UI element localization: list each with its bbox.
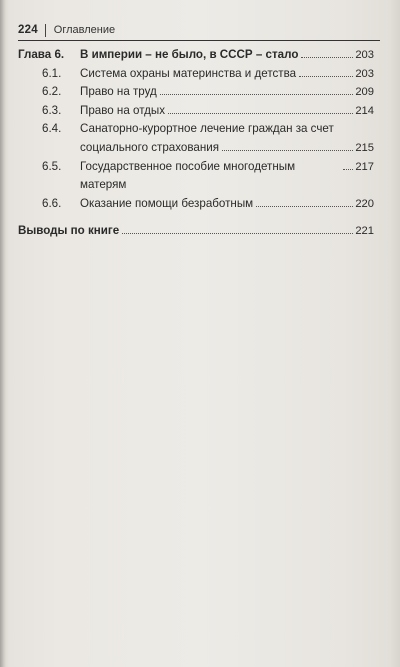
dot-leader	[299, 76, 353, 77]
toc-item-6-3	[18, 102, 374, 121]
item-title-line-2: социального страхования	[80, 140, 219, 154]
item-page: 220	[355, 197, 374, 210]
dot-leader	[301, 57, 353, 58]
dot-leader	[122, 233, 353, 234]
item-number: 6.1.	[42, 66, 62, 80]
section-title: Оглавление	[53, 24, 116, 36]
running-header	[18, 22, 380, 38]
item-page: 209	[355, 86, 374, 99]
toc-item-6-6	[18, 195, 374, 214]
item-number: 6.4.	[42, 122, 62, 136]
item-title: Оказание помощи безработным	[80, 196, 254, 210]
item-page: 203	[355, 67, 374, 80]
toc-item-6-5	[18, 158, 374, 195]
chapter-label: Глава 6.	[18, 48, 65, 61]
item-title: Право на труд	[80, 85, 157, 99]
dot-leader	[160, 94, 354, 95]
item-title: Государственное пособие многодетным матерям	[80, 159, 296, 192]
item-title: Система охраны материнства и детства	[80, 66, 297, 80]
item-page: 215	[355, 141, 374, 154]
page-gutter-shadow	[0, 0, 6, 667]
toc-item-6-4	[18, 120, 374, 157]
chapter-title: В империи – не было, в СССР – стало	[80, 48, 299, 61]
toc-item-6-2	[18, 83, 374, 102]
page-number: 224	[18, 24, 38, 36]
item-page: 217	[355, 160, 374, 173]
summary-title: Выводы по книге	[18, 224, 120, 238]
table-of-contents	[18, 46, 374, 241]
toc-item-6-1	[18, 65, 374, 84]
item-number: 6.5.	[42, 159, 62, 173]
dot-leader	[343, 169, 353, 170]
chapter-page: 203	[355, 49, 374, 61]
item-title-line-1: Санаторно-курортное лечение граждан за счет	[80, 122, 334, 136]
header-rule	[18, 40, 380, 41]
dot-leader	[256, 206, 353, 207]
summary-page: 221	[355, 225, 374, 238]
toc-summary-row	[18, 222, 374, 241]
item-title: Право на отдых	[80, 103, 166, 117]
item-page: 214	[355, 104, 374, 117]
item-number: 6.6.	[42, 196, 62, 210]
item-number: 6.2.	[42, 85, 62, 99]
header-separator	[45, 24, 46, 37]
dot-leader	[222, 150, 353, 151]
item-number: 6.3.	[42, 103, 62, 117]
dot-leader	[168, 113, 353, 114]
toc-chapter-row	[18, 46, 374, 65]
